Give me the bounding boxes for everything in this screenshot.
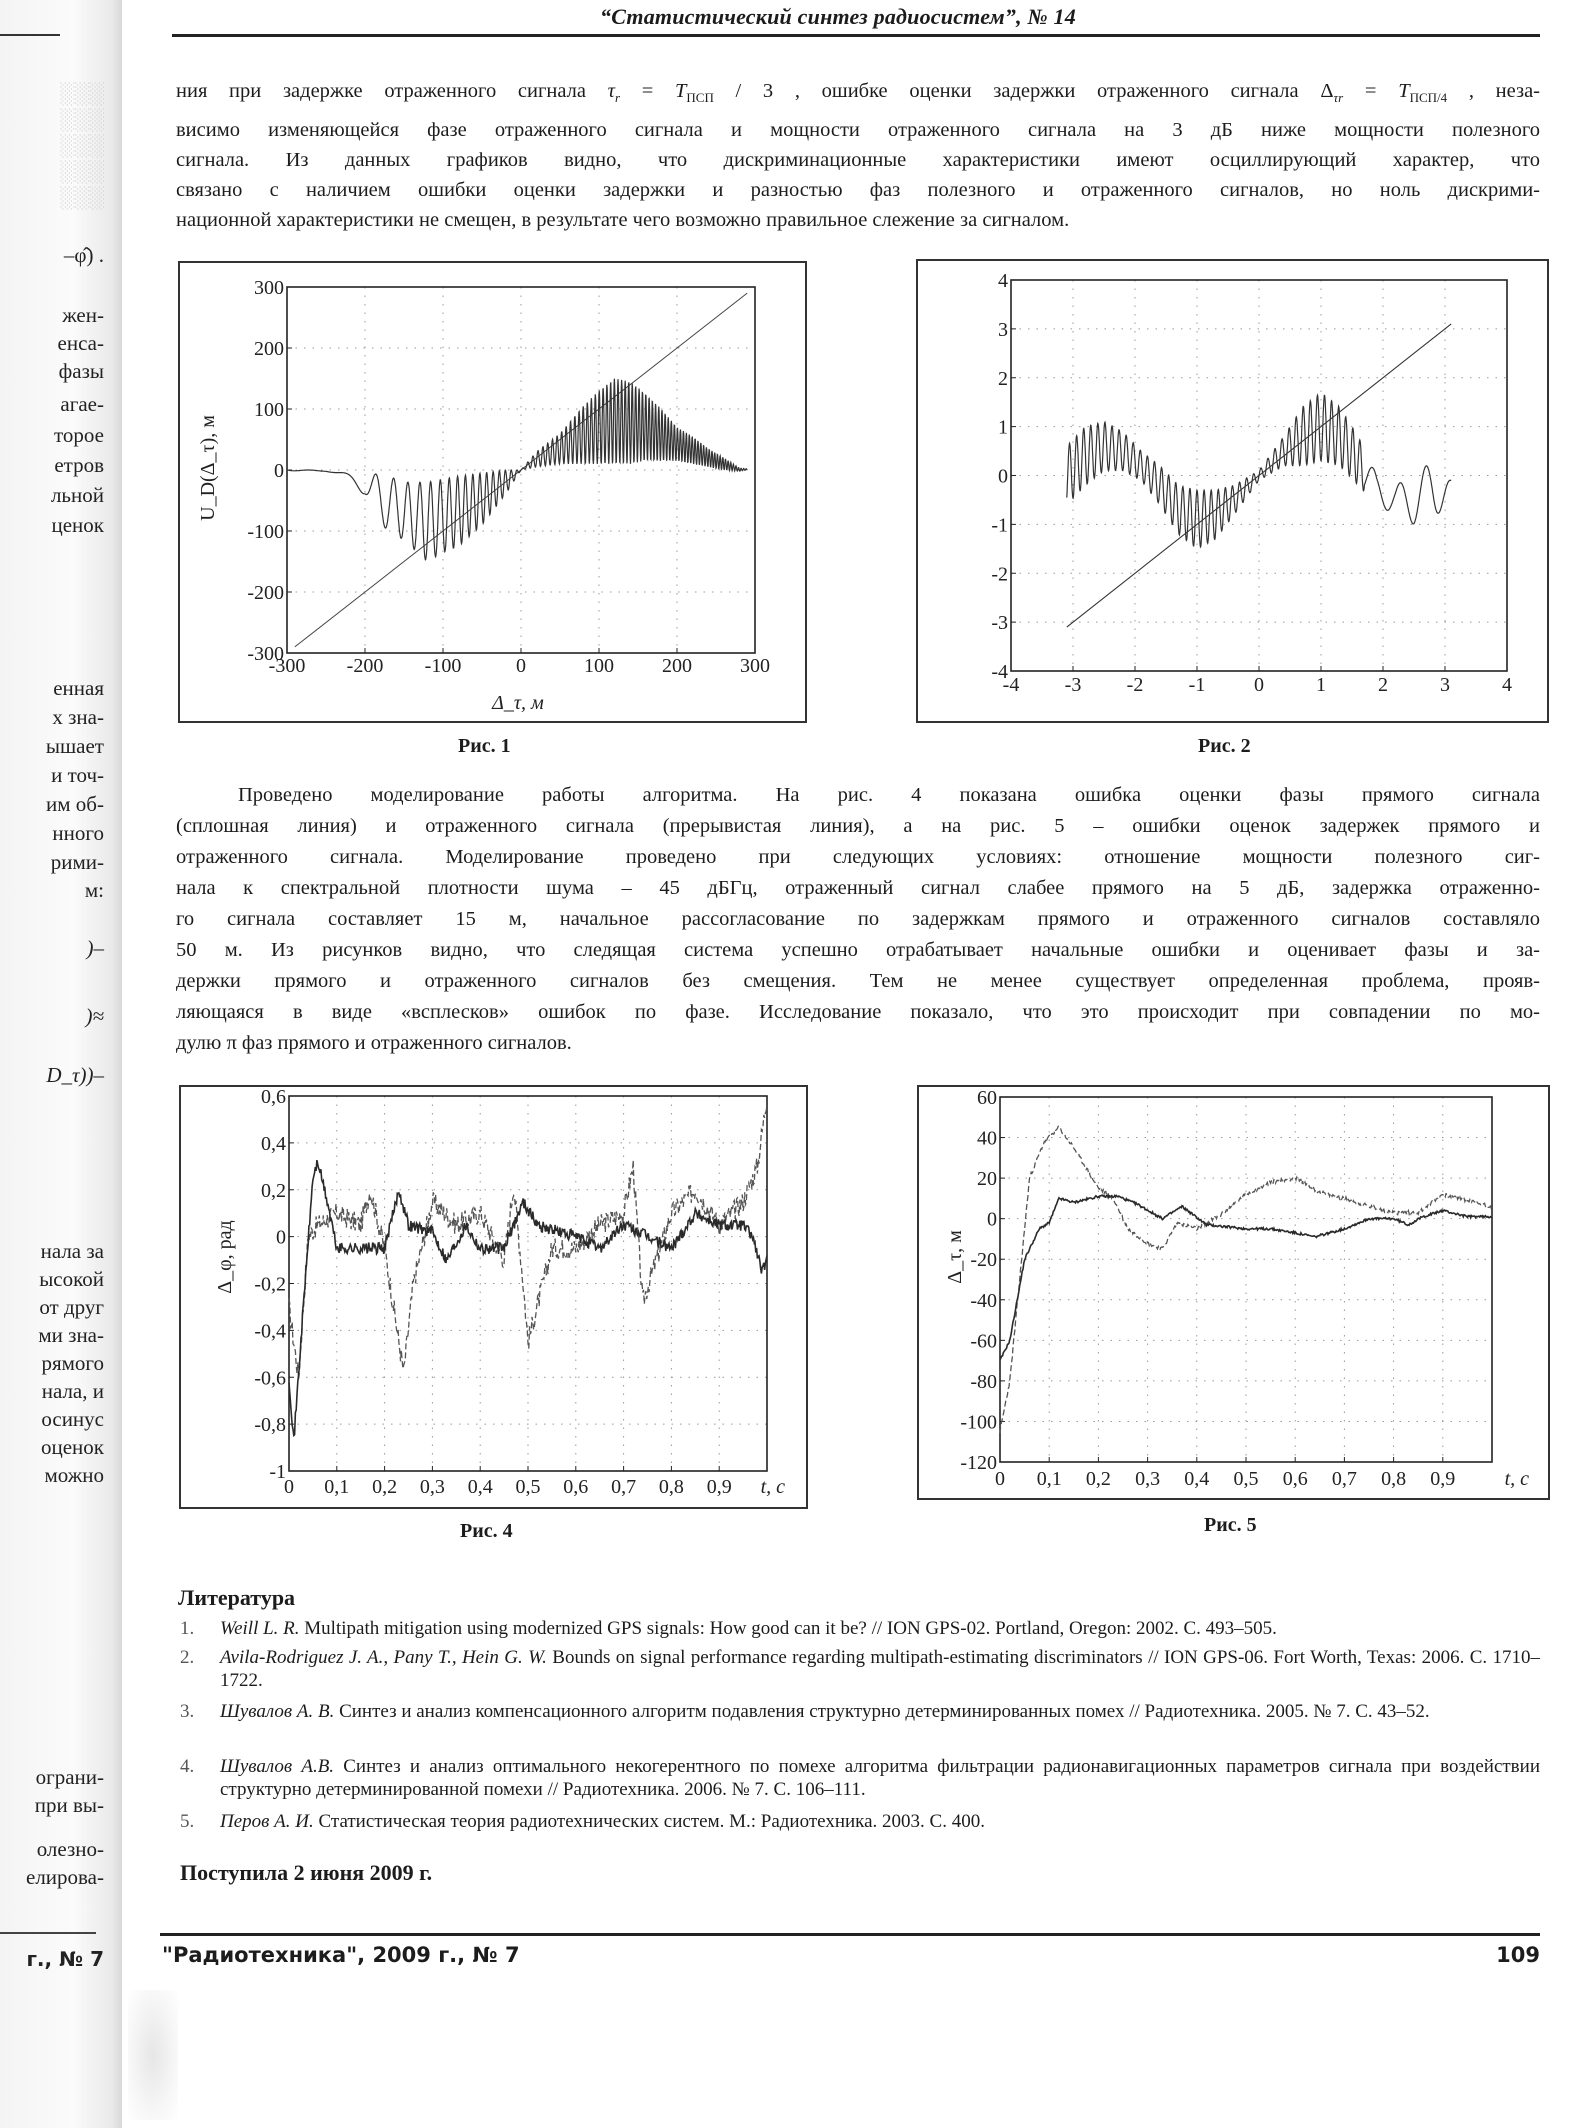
reference-text: Синтез и анализ оптимального некогерентного по помехе алгоритма фильтрации радионавигационных параметров сигнала при воздействии структурно детерминированной помехи // Радиотехника. 2006. № 7. С. 106–111. [220,1756,1540,1800]
svg-text:-100: -100 [247,521,284,543]
reference-item [180,1617,1540,1640]
paragraph-1-line: национной характеристики не смещен, в результате чего возможно правильное слежение за сигналом. [176,209,1070,232]
paragraph-2-line: держки прямого и отраженного сигналов без смещения. Тем не менее существует определенная проблема, прояв- [176,970,1540,992]
prev-line: льной [50,483,104,507]
svg-text:4: 4 [1502,674,1512,696]
svg-text:-300: -300 [268,655,306,677]
previous-page-fragment: ░░░ ░░░ ░░░ ░░░ ░░░ –φ̂) . жен- енса- фазы агае- торое етров льной ценок енная х зна- ышает и точ- им об- нного рими- м: )– )≈ D_τ))– нала за ысокой от друг ми зна- рямого нала, и осинус оценок можно ограни- при вы- олезно- елирова- г., № 7 [0,0,122,2128]
svg-text:60: 60 [977,1087,997,1109]
svg-text:0,4: 0,4 [467,1476,493,1498]
svg-text:-2: -2 [991,563,1008,586]
svg-text:0,1: 0,1 [1036,1468,1062,1490]
prev-line: нала за [40,1239,104,1263]
footer-journal: "Радиотехника", 2009 г., № 7 [162,1943,520,1967]
svg-text:0,2: 0,2 [1085,1468,1111,1490]
svg-text:-80: -80 [970,1370,997,1393]
references-title: Литература [178,1585,296,1610]
svg-text:200: 200 [662,655,692,677]
prev-line: ысокой [39,1267,104,1291]
prev-line: енса- [57,331,104,355]
figure-4-caption: Рис. 4 [460,1520,513,1542]
reference-item [180,1810,1540,1833]
svg-text:0,5: 0,5 [515,1476,541,1498]
paragraph-1 [176,74,1540,235]
svg-text:0: 0 [998,465,1008,488]
prev-line: ми зна- [38,1323,104,1347]
paragraph-2 [176,780,1540,1059]
footer-rule [160,1933,1540,1936]
y-axis-label: Δ_τ, м [944,1230,966,1284]
svg-text:-20: -20 [970,1249,997,1272]
x-axis-label: Δ_τ, м [492,692,544,714]
svg-text:0,8: 0,8 [658,1476,684,1498]
svg-text:0,4: 0,4 [261,1132,286,1155]
svg-text:2: 2 [1378,674,1388,696]
figure-2-caption: Рис. 2 [1198,735,1251,757]
reference-text: Синтез и анализ компенсационного алгоритм подавления структурно детерминированных помех // Радиотехника. 2005. № 7. С. 43–52. [334,1701,1430,1722]
running-title: “Статистический синтез радиосистем”, № 14 [600,4,1076,29]
svg-text:-1: -1 [269,1461,286,1483]
svg-text:40: 40 [977,1127,997,1150]
prev-line: агае- [60,392,104,416]
svg-text:4: 4 [998,270,1008,292]
figure-1 [178,261,807,723]
paragraph-1-line: висимо изменяющейся фазе отраженного сигнала и мощности отраженного сигнала на 3 дБ ниже мощности полезного [176,119,1540,142]
svg-text:-200: -200 [346,655,384,677]
svg-text:0: 0 [274,460,284,482]
svg-text:-100: -100 [960,1411,997,1434]
prev-formula-fragment: –φ̂) . [63,243,104,267]
svg-text:0,3: 0,3 [419,1476,445,1498]
paragraph-2-line: (сплошная линия) и отраженного сигнала (прерывистая линия), а на рис. 5 – ошибки оценок задержек прямого и [176,815,1540,837]
svg-text:0: 0 [987,1208,997,1231]
paragraph-2-line: Проведено моделирование работы алгоритма. На рис. 4 показана ошибка оценки фазы прямого сигнала [238,784,1540,806]
svg-text:0,9: 0,9 [1430,1468,1456,1490]
reference-number: 1. [180,1618,195,1639]
reference-item [180,1646,1540,1692]
prev-line: от друг [39,1295,104,1319]
svg-text:0: 0 [284,1476,294,1498]
svg-text:-3: -3 [991,612,1008,635]
reference-authors: Avila-Rodriguez J. A., Pany T., Hein G. W. [220,1647,547,1668]
svg-text:100: 100 [254,399,284,421]
svg-text:0: 0 [1254,674,1264,696]
svg-text:-0,2: -0,2 [254,1273,286,1296]
svg-text:300: 300 [254,277,284,299]
svg-text:0,6: 0,6 [261,1086,286,1108]
figure-1-plot [180,263,809,725]
paragraph-1-line-1: ния при задержке отраженного сигнала $\tau_r = T_{ПСП} / 3$ , ошибке оценки задержки отраженного сигнала $\Delta_{\tau r} = T_{ПСП/4}$ , неза- [176,80,1541,106]
svg-text:1: 1 [998,416,1008,439]
paragraph-2-line: дулю π фаз прямого и отраженного сигналов. [176,1032,572,1054]
reference-number: 3. [180,1701,195,1722]
prev-line: ышает [45,734,104,758]
paragraph-2-line: го сигнала составляет 15 м, начальное рассогласование по задержкам прямого и отраженного сигналов составляло [176,908,1540,930]
svg-text:-4: -4 [991,661,1008,683]
received-date: Поступила 2 июня 2009 г. [180,1860,433,1885]
svg-text:0,3: 0,3 [1135,1468,1161,1490]
prev-line: рямого [41,1351,104,1375]
prev-line: м: [84,878,104,902]
svg-text:0,8: 0,8 [1381,1468,1407,1490]
prev-line: фазы [58,359,104,383]
prev-line: олезно- [36,1837,104,1861]
prev-page-rule [0,34,60,36]
prev-formula-fragment: D_τ))– [46,1063,104,1087]
svg-text:3: 3 [1440,674,1450,696]
svg-text:0: 0 [516,655,526,677]
figure-4-plot [181,1087,810,1511]
svg-text:1: 1 [1316,674,1326,696]
svg-text:0,7: 0,7 [611,1476,637,1498]
figure-5-caption: Рис. 5 [1204,1514,1257,1536]
svg-text:100: 100 [584,655,614,677]
prev-line: х зна- [52,705,104,729]
prev-formula-fragment: )– [86,936,104,960]
svg-text:-0,8: -0,8 [254,1414,286,1437]
svg-text:20: 20 [977,1168,997,1191]
prev-line: торое [54,423,104,447]
svg-text:0: 0 [995,1468,1005,1490]
reference-text: Bounds on signal performance regarding multipath-estimating discriminators // ION GPS-06. Fort Worth, Texas: 2006. С. 1710–1722. [220,1647,1540,1691]
svg-text:3: 3 [998,318,1008,341]
figure-2-plot [918,261,1551,725]
prev-line: енная [53,676,104,700]
svg-text:-300: -300 [247,643,284,665]
svg-text:0,6: 0,6 [563,1476,589,1498]
svg-text:-200: -200 [247,582,284,604]
dashed-series [289,1105,767,1379]
header-rule [172,34,1540,37]
reference-text: Статистическая теория радиотехнических систем. М.: Радиотехника. 2003. С. 400. [313,1811,985,1832]
reference-authors: Weill L. R. [220,1618,300,1639]
y-axis-label: U_D(Δ_τ), м [197,415,219,521]
scan-smudge [128,1990,178,2120]
figure-2 [916,259,1549,723]
prev-line: можно [44,1463,104,1487]
paragraph-1-line: связано с наличием ошибки оценки задержки и разностью фаз полезного и отраженного сигналов, но ноль дискрими- [176,179,1540,202]
prev-line: и точ- [51,763,104,787]
svg-text:-120: -120 [960,1452,997,1474]
prev-line: им об- [46,792,104,816]
reference-number: 2. [180,1647,195,1668]
axes [960,1087,1492,1490]
svg-text:200: 200 [254,338,284,360]
svg-text:-4: -4 [1002,674,1020,696]
x-axis-label: t, с [760,1476,785,1498]
prev-line: ограни- [35,1765,104,1789]
svg-text:-1: -1 [991,514,1008,537]
x-axis-label: t, с [1504,1468,1529,1490]
svg-text:0,1: 0,1 [324,1476,350,1498]
page-number: 109 [1496,1943,1540,1967]
reference-authors: Перов А. И. [220,1811,314,1832]
figure-1-caption: Рис. 1 [458,735,511,757]
paragraph-2-line: нала к спектральной плотности шума – 45 дБГц, отраженный сигнал слабее прямого на 5 дБ, задержка отраженно- [176,877,1540,899]
figure-5 [917,1085,1550,1500]
prev-line: нала, и [41,1379,104,1403]
prev-page-footer-rule [0,1932,96,1934]
paragraph-2-line: отраженного сигнала. Моделирование проведено при следующих условиях: отношение мощности полезного сиг- [176,846,1540,868]
svg-text:0,2: 0,2 [372,1476,398,1498]
y-axis-label: Δ_φ, рад [214,1220,236,1294]
svg-text:-40: -40 [970,1289,997,1312]
prev-line: нного [52,821,104,845]
svg-text:300: 300 [740,655,770,677]
svg-text:0,6: 0,6 [1282,1468,1308,1490]
svg-text:0,9: 0,9 [706,1476,732,1498]
reference-text: Multipath mitigation using modernized GPS signals: How good can it be? // ION GPS-02. Portland, Oregon: 2002. С. 493–505. [299,1618,1277,1639]
prev-line: елирова- [26,1865,104,1889]
svg-text:-100: -100 [424,655,462,677]
figure-4 [179,1085,808,1509]
paragraph-2-line: ляющаяся в виде «всплесков» ошибок по фазе. Исследование показало, что это происходит при совпадении по мо- [176,1001,1540,1023]
reference-item [180,1700,1540,1723]
reference-authors: Шувалов А.В. [220,1756,335,1777]
svg-text:0: 0 [276,1226,286,1249]
prev-line: ценок [51,513,104,537]
prev-page-footer: г., № 7 [26,1947,104,1971]
svg-text:0,4: 0,4 [1184,1468,1210,1490]
paragraph-1-line: сигнала. Из данных графиков видно, что дискриминационные характеристики имеют осциллирующий характер, что [176,149,1540,172]
svg-text:0,7: 0,7 [1331,1468,1357,1490]
reference-number: 4. [180,1756,195,1777]
svg-text:-1: -1 [1188,674,1206,696]
reference-authors: Шувалов А. В. [220,1701,335,1722]
svg-text:-60: -60 [970,1330,997,1353]
prev-formula-fragment: )≈ [85,1004,104,1028]
figure-5-plot [919,1087,1552,1502]
svg-text:0,2: 0,2 [261,1179,286,1202]
prev-line: етров [54,453,104,477]
svg-text:0,5: 0,5 [1233,1468,1259,1490]
prev-line: рими- [50,850,104,874]
reference-number: 5. [180,1811,195,1832]
svg-text:-0,4: -0,4 [254,1320,286,1343]
svg-text:-0,6: -0,6 [254,1367,286,1390]
svg-text:-2: -2 [1126,674,1144,696]
prev-line: оценок [41,1435,104,1459]
prev-line: осинус [41,1407,104,1431]
paragraph-2-line: 50 м. Из рисунков видно, что следящая система успешно отрабатывает начальные ошибки и оценивает фазы и за- [176,939,1540,961]
prev-line: при вы- [34,1793,104,1817]
reference-item [180,1755,1540,1801]
axes [254,1086,767,1498]
data-series [287,379,747,560]
svg-text:-3: -3 [1064,674,1082,696]
svg-text:2: 2 [998,367,1008,390]
prev-line: жен- [62,303,104,327]
